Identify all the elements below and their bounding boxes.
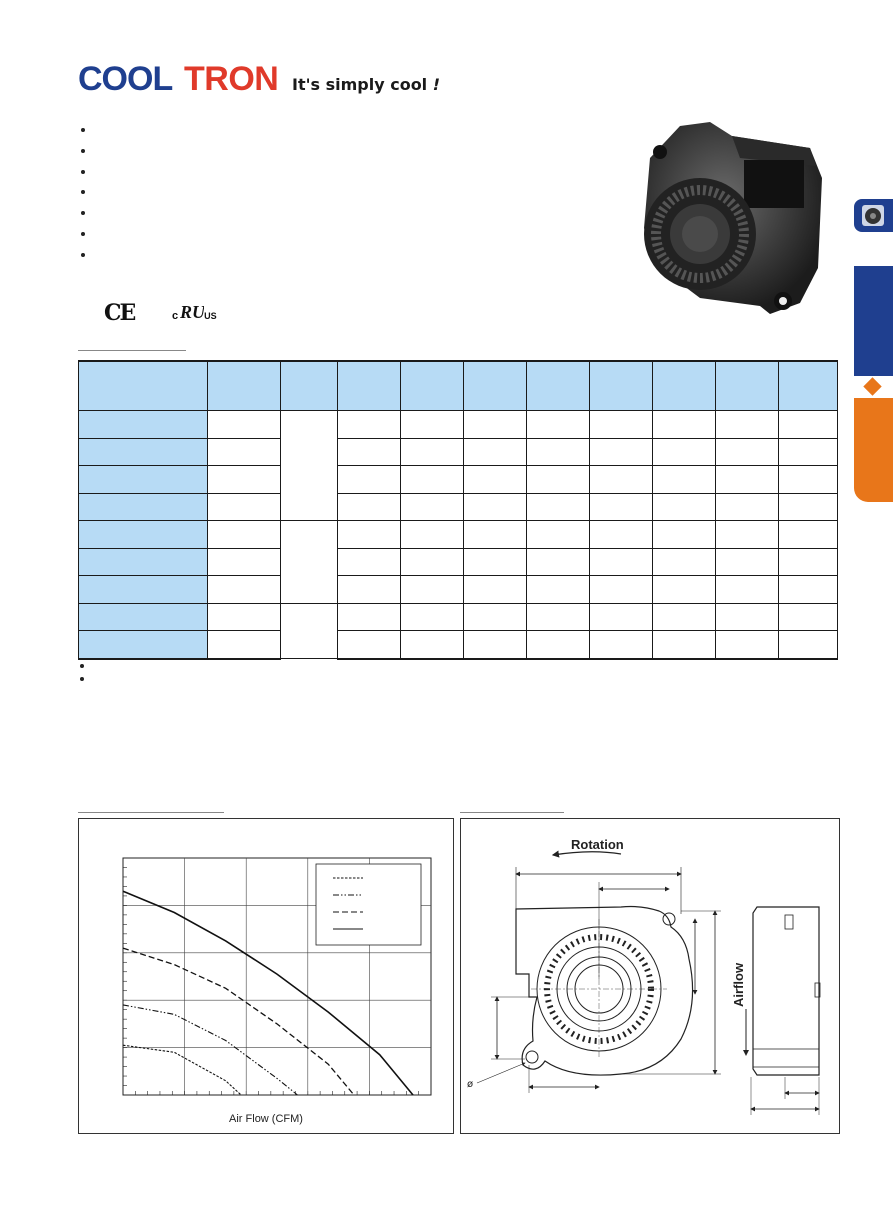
table-row: [79, 493, 838, 521]
note-bullet: [80, 664, 84, 668]
feature-list: [78, 122, 598, 268]
rotation-arrow: [553, 852, 621, 855]
header-cell: [281, 361, 338, 411]
section-rule: [78, 812, 224, 813]
feature-bullet: [78, 205, 598, 226]
performance-curve-4: [123, 1045, 241, 1095]
chart-x-axis-label: Air Flow (CFM): [229, 1113, 303, 1125]
table-row: [79, 603, 838, 631]
side-tab-fan-icon[interactable]: [854, 199, 893, 232]
header-cell: [338, 361, 401, 411]
feature-bullet: [78, 247, 598, 268]
table-header-row: [79, 361, 838, 411]
model-cell: [79, 438, 208, 466]
chart-legend: [316, 864, 421, 945]
model-cell: [79, 548, 208, 576]
table-row: [79, 411, 838, 439]
voltage-group-cell: [281, 603, 338, 659]
table-row: [79, 548, 838, 576]
model-cell: [79, 521, 208, 549]
ul-logo-icon: [178, 302, 204, 322]
ce-mark: CE: [104, 300, 135, 326]
performance-curve-2: [123, 948, 354, 1095]
logo-tagline: It's simply cool !: [292, 75, 441, 94]
section-rule: [460, 812, 564, 813]
svg-text:RU: RU: [180, 302, 205, 322]
blower-fan-photo: [640, 118, 830, 318]
cooltron-logo: [78, 62, 458, 102]
performance-chart-panel: [78, 818, 454, 1134]
table-row: [79, 576, 838, 604]
voltage-group-cell: [281, 411, 338, 521]
section-rule: [78, 350, 186, 351]
rotation-label: Rotation: [571, 837, 624, 852]
table-row: [79, 466, 838, 494]
header-cell: [401, 361, 464, 411]
cul-us-mark: c RU US: [172, 302, 217, 322]
voltage-group-cell: [281, 521, 338, 604]
feature-bullet: [78, 226, 598, 247]
model-cell: [79, 411, 208, 439]
model-cell: [79, 603, 208, 631]
header-cell: [779, 361, 838, 411]
side-tab-diamond: [863, 377, 881, 395]
fan-thumbnail-icon: [854, 199, 893, 232]
dimension-drawing-panel: [460, 818, 840, 1134]
header-cell: [208, 361, 281, 411]
performance-chart: [79, 819, 453, 1109]
header-cell: [79, 361, 208, 411]
side-tab-orange: [854, 398, 893, 502]
model-cell: [79, 466, 208, 494]
feature-bullet: [78, 143, 598, 164]
table-row: [79, 438, 838, 466]
airflow-label: Airflow: [731, 962, 746, 1007]
header-cell: [590, 361, 653, 411]
logo-cool-text: COOL: [78, 60, 173, 98]
performance-curve-3: [123, 1005, 298, 1095]
feature-bullet: [78, 164, 598, 185]
model-cell: [79, 576, 208, 604]
table-row: [79, 521, 838, 549]
logo-tron-text: TRON: [184, 60, 279, 98]
table-row: [79, 631, 838, 659]
spec-table: [78, 360, 838, 660]
header-cell: [527, 361, 590, 411]
note-bullet: [80, 677, 84, 681]
feature-bullet: [78, 122, 598, 143]
diameter-symbol: ø: [467, 1079, 474, 1090]
tagline-mark: !: [432, 75, 441, 94]
header-cell: [464, 361, 527, 411]
model-cell: [79, 631, 208, 659]
side-tab-blue: [854, 266, 893, 376]
feature-bullet: [78, 184, 598, 205]
header-cell: [716, 361, 779, 411]
model-cell: [79, 493, 208, 521]
dimension-drawing: [461, 819, 839, 1133]
header-cell: [653, 361, 716, 411]
